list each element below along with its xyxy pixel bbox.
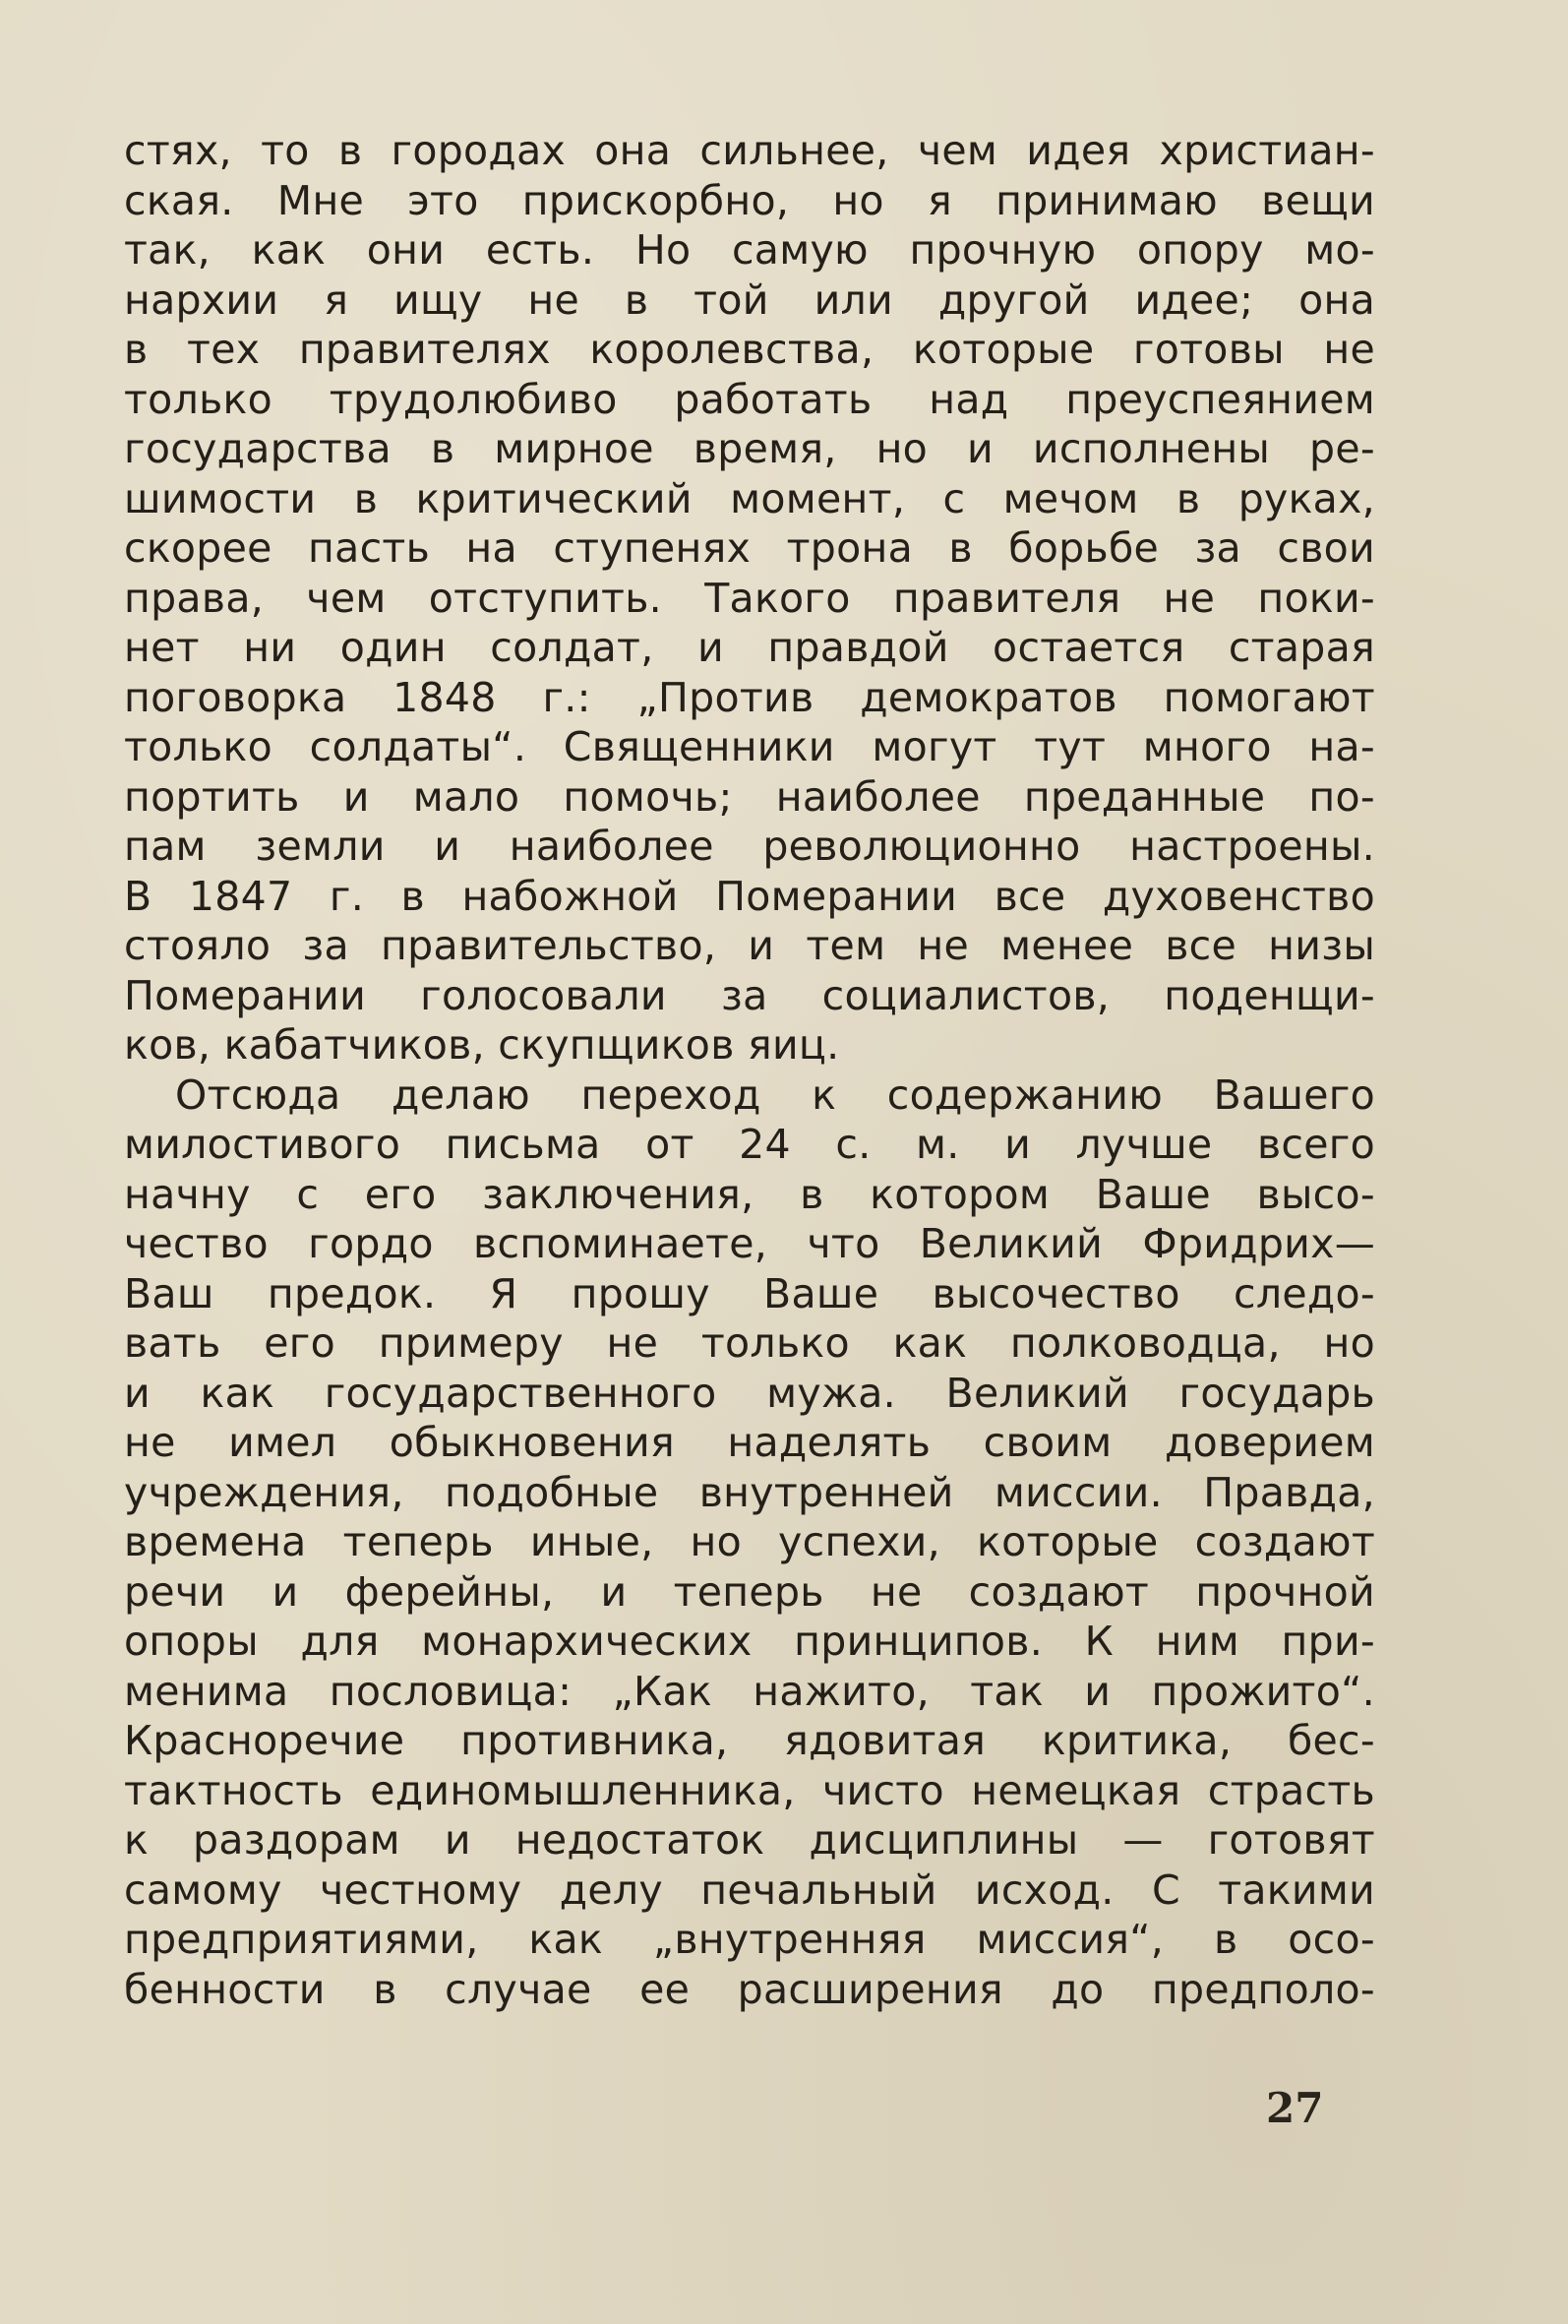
text-line: вать его примеру не только как полководца, но <box>124 1319 1375 1367</box>
text-line: учреждения, подобные внутренней миссии. Правда, <box>124 1468 1375 1516</box>
text-line: Померании голосовали за социалистов, поденщи- <box>124 971 1375 1019</box>
text-line: стях, то в городах она сильнее, чем идея христиан- <box>124 127 1375 174</box>
text-line: опоры для монархических принципов. К ним при- <box>124 1618 1375 1665</box>
text-line: Красноречие противника, ядовитая критика, бес- <box>124 1717 1375 1764</box>
text-line: шимости в критический момент, с мечом в руках, <box>124 474 1375 522</box>
text-line: к раздорам и недостаток дисциплины — готовят <box>124 1816 1375 1864</box>
text-line: только трудолюбиво работать над преуспеянием <box>124 375 1375 423</box>
text-line: времена теперь иные, но успехи, которые создают <box>124 1518 1375 1565</box>
text-line: портить и мало помочь; наиболее преданные по- <box>124 772 1375 821</box>
text-line: пам земли и наиболее революционно настроены. <box>124 823 1375 870</box>
text-line: милостивого письма от 24 с. м. и лучше всего <box>124 1121 1375 1168</box>
text-line: предприятиями, как „внутренняя миссия“, в осо- <box>124 1916 1375 1963</box>
text-line: начну с его заключения, в котором Ваше высо- <box>124 1170 1375 1218</box>
text-line: ская. Мне это прискорбно, но я принимаю вещи <box>124 176 1375 224</box>
text-line: поговорка 1848 г.: „Против демократов помогают <box>124 673 1375 721</box>
text-line: речи и ферейны, и теперь не создают прочной <box>124 1567 1375 1616</box>
page-number: 27 <box>1266 2084 1324 2132</box>
text-line: в тех правителях королевства, которые готовы не <box>124 326 1375 373</box>
text-line: Отсюда делаю переход к содержанию Вашего <box>175 1070 1375 1119</box>
text-line: тактность единомышленника, чисто немецкая страсть <box>124 1766 1375 1814</box>
text-line: бенности в случае ее расширения до предполо- <box>124 1965 1375 2013</box>
text-line: В 1847 г. в набожной Померании все духовенство <box>124 872 1375 920</box>
text-line: скорее пасть на ступенях трона в борьбе за свои <box>124 524 1375 572</box>
text-line: нархии я ищу не в той или другой идее; она <box>124 275 1375 324</box>
text-line: ков, кабатчиков, скупщиков яиц. <box>124 1021 840 1069</box>
text-line: и как государственного мужа. Великий государь <box>124 1369 1375 1417</box>
text-line: не имел обыкновения наделять своим доверием <box>124 1419 1375 1466</box>
text-line: менима пословица: „Как нажито, так и прожито“. <box>124 1667 1375 1715</box>
text-line: чество гордо вспоминаете, что Великий Фридрих— <box>124 1220 1375 1267</box>
body-text <box>124 126 1375 2014</box>
text-line: государства в мирное время, но и исполнены ре- <box>124 425 1375 472</box>
text-line: права, чем отступить. Такого правителя не поки- <box>124 574 1375 622</box>
text-line: стояло за правительство, и тем не менее все низы <box>124 922 1375 969</box>
text-line: только солдаты“. Священники могут тут много на- <box>124 723 1375 770</box>
text-line: самому честному делу печальный исход. С такими <box>124 1865 1375 1914</box>
text-line: так, как они есть. Но самую прочную опору мо- <box>124 226 1375 274</box>
text-line: нет ни один солдат, и правдой остается старая <box>124 624 1375 671</box>
text-line: Ваш предок. Я прошу Ваше высочество следо- <box>124 1269 1375 1317</box>
